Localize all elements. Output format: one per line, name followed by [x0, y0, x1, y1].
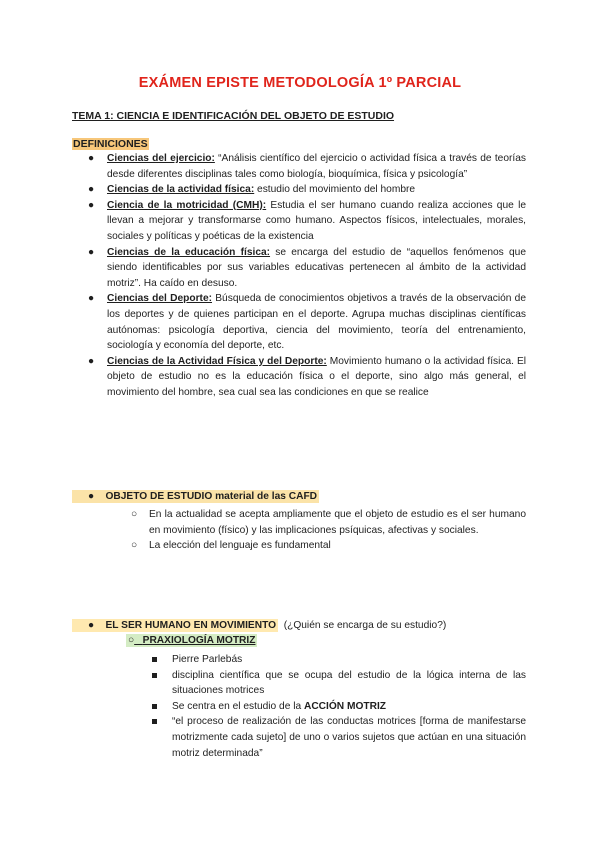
definition-term: Ciencias de la educación física: — [107, 246, 271, 258]
objeto-heading-row — [72, 491, 319, 502]
square-bullet-icon — [152, 657, 157, 662]
objeto-highlight — [72, 490, 319, 503]
list-item — [149, 652, 526, 668]
list-item — [72, 151, 526, 182]
list-item — [72, 354, 526, 401]
bullet-icon: ● — [88, 246, 95, 258]
bullet-icon: ● — [88, 293, 95, 305]
definition-text: se encarga del estudio de “aquellos fenómenos que siendo identificables por sus variables educativas pertenecen al ámbito de la actividad motriz”. Ha caído en desuso. — [107, 246, 526, 289]
bullet-icon: ● — [88, 184, 95, 196]
praxis-item-text: Se centra en el estudio de la — [172, 700, 304, 712]
section-heading: TEMA 1: CIENCIA E IDENTIFICACIÓN DEL OBJETO DE ESTUDIO — [72, 110, 395, 122]
praxis-item-bold: ACCIÓN MOTRIZ — [303, 700, 387, 712]
praxiologia-list — [149, 652, 526, 761]
definition-term: Ciencias de la Actividad Física y del Deporte: — [107, 355, 327, 367]
circle-bullet-icon: ○ — [131, 540, 138, 552]
ser-humano-highlight — [72, 619, 278, 632]
list-item — [72, 198, 526, 245]
circle-bullet-icon: ○ — [128, 635, 135, 646]
definition-text: estudio del movimiento del hombre — [254, 184, 416, 196]
ser-humano-question: (¿Quién se encarga de su estudio?) — [283, 620, 447, 631]
list-item — [72, 291, 526, 353]
list-item — [149, 714, 526, 761]
objeto-item: La elección del lenguaje es fundamental — [149, 540, 331, 552]
definition-text: Movimiento humano o la actividad física. El objeto de estudio no es la educación física o el deporte, sino algo más general, el movimiento del hombre, sea cual sea las condiciones en que se realice — [107, 355, 527, 398]
praxis-item-text: “el proceso de realización de las conductas motrices [forma de manifestarse motrizmente cada sujeto] de uno o varios sujetos que actúan en una situación motriz determinada” — [172, 716, 526, 759]
bullet-icon: ● — [88, 620, 95, 631]
document-title: EXÁMEN EPISTE METODOLOGÍA 1º PARCIAL — [138, 75, 462, 91]
praxis-item-text: Pierre Parlebás — [172, 654, 243, 665]
ser-humano-heading-row — [72, 620, 446, 631]
definition-text: Estudia el ser humano cuando realiza acciones que le llevan a mejorar y transformarse como humano. Aspectos físicos, intelectuales, morales, sociales y políticas y poéticas de la existencia — [107, 199, 527, 242]
bullet-icon: ● — [88, 491, 95, 502]
definition-text: “Análisis científico del ejercicio o actividad física a través de teorías desde diferentes disciplinas tales como biología, bioquímica, física y psicología” — [107, 153, 526, 180]
list-item — [149, 699, 526, 715]
definition-text: Búsqueda de conocimientos objetivos a través de la observación de los deportes y de quienes participan en el deporte. Agrupa muchas disciplinas científicas autónomas: psicología deportiva, ciencia del movimiento, teoría del entrenamiento, sociología y economía del deporte, etc. — [107, 293, 526, 352]
circle-bullet-icon: ○ — [131, 509, 138, 520]
bullet-icon: ● — [88, 153, 95, 164]
bullet-icon: ● — [88, 355, 95, 367]
praxis-item-text: disciplina científica que se ocupa del estudio de la lógica interna de las situaciones motrices — [172, 669, 526, 697]
square-bullet-icon — [152, 704, 157, 709]
list-item — [72, 182, 526, 198]
praxiologia-row — [126, 635, 257, 646]
definition-term: Ciencias de la actividad física: — [107, 184, 255, 196]
list-item — [126, 538, 526, 554]
list-item — [72, 245, 526, 292]
list-item — [126, 507, 526, 538]
definition-term: Ciencias del Deporte: — [107, 293, 213, 305]
objeto-list — [126, 507, 526, 554]
definitions-heading: DEFINICIONES — [73, 138, 148, 150]
objeto-item: En la actualidad se acepta ampliamente que el objeto de estudio es el ser humano en movimiento (físico) y las implicaciones psíquicas, afectivas y sociales. — [149, 509, 526, 536]
praxiologia-heading: PRAXIOLOGÍA MOTRIZ — [142, 635, 256, 646]
ser-humano-heading: EL SER HUMANO EN MOVIMIENTO — [105, 620, 277, 631]
list-item — [149, 668, 526, 699]
bullet-icon: ● — [88, 199, 95, 211]
praxiologia-highlight — [126, 634, 257, 647]
square-bullet-icon — [152, 673, 157, 678]
objeto-heading: OBJETO DE ESTUDIO material de las CAFD — [105, 491, 318, 502]
definition-term: Ciencias del ejercicio: — [107, 153, 215, 164]
square-bullet-icon — [152, 719, 157, 724]
definitions-list — [72, 151, 526, 401]
definition-term: Ciencia de la motricidad (CMH): — [107, 199, 267, 211]
